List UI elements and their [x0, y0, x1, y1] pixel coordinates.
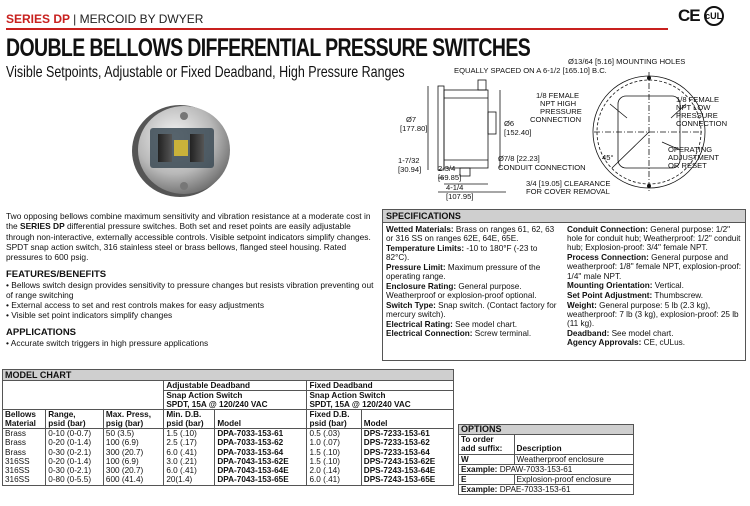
dimension-drawing	[362, 56, 750, 206]
spec-item: Wetted Materials: Brass on ranges 61, 62, 63 or 316 SS on ranges 62E, 64E, 65E.	[386, 225, 555, 244]
specs-left-column	[383, 223, 564, 350]
col-model: Model	[215, 410, 307, 429]
col-range: Range, psid (bar)	[46, 410, 104, 429]
switch-rating: SPDT, 15A @ 120/240 VAC	[166, 400, 268, 409]
spec-item: Electrical Connection: Screw terminal.	[386, 329, 532, 339]
table-row: 316SS 0-20 (0-1.4) 100 (6.9) 3.0 (.21) DPA-7043-153-62E 1.5 (.10) DPS-7243-153-62E	[3, 457, 453, 466]
ul-mark-icon	[704, 6, 724, 26]
intro-text-2: differential pressure switches. Both set and reset points are easily adjustable through non-interactive, externally accessible controls. Visible setpoint indicators simplify changes. SPDT snap action switch, 316 stainless steel or brass bellows, flanged steel housing. Rated pressures to 600 psig.	[6, 221, 371, 263]
specifications-heading: SPECIFICATIONS	[383, 210, 745, 223]
dim-7-8-label: Ø7/8 [22.23]	[498, 154, 540, 163]
option-example-row: Example: DPAW-7033-153-61	[459, 464, 633, 474]
brand-label: | MERCOID BY DWYER	[73, 12, 204, 26]
dim-6-label: Ø6 [152.40]	[504, 119, 532, 137]
table-row: 316SS 0-80 (0-5.5) 600 (41.4) 20(1.4) DPA-7043-153-65E 6.0 (.41) DPS-7243-153-65E	[3, 475, 453, 484]
intro-series-name: SERIES DP	[19, 221, 65, 232]
ul-mark-label: cUL	[705, 11, 723, 21]
options-heading: OPTIONS	[459, 425, 633, 435]
features-section	[6, 269, 378, 320]
low-pressure-connection-label: 1/8 FEMALE NPT LOW PRESSURE CONNECTION	[676, 95, 728, 128]
cover-removal-label: FOR COVER REMOVAL	[526, 187, 610, 196]
specifications-box	[382, 209, 746, 361]
angle-label: 45°	[602, 153, 614, 162]
col-max-press: Max. Press, psig (bar)	[103, 410, 163, 429]
switch-description: Snap Action Switch	[166, 391, 243, 400]
list-item: • Bellows switch design provides sensitivity to pressure changes but resists vibration preventing out of range switching	[6, 280, 378, 300]
applications-section	[6, 327, 378, 348]
option-example: DPAE-7033-153-61	[499, 485, 571, 495]
spec-item: Mounting Orientation: Vertical.	[567, 281, 684, 291]
high-pressure-connection-label: 1/8 FEMALE NPT HIGH PRESSURE CONNECTION	[530, 91, 582, 124]
model-chart-body	[3, 429, 453, 485]
spec-item: Pressure Limit: Maximum pressure of the operating range.	[386, 262, 541, 282]
spec-item: Conduit Connection: General purpose: 1/2" hole for conduit hub; Weatherproof: 1/2" conduit hub; Explosion-proof: 3/4" female NPT.	[567, 225, 741, 253]
option-example: DPAW-7033-153-61	[499, 464, 573, 474]
model-chart	[2, 369, 454, 486]
table-row: Brass 0-10 (0-0.7) 50 (3.5) 1.5 (.10) DPA-7033-153-61 0.5 (.03) DPS-7233-153-61	[3, 429, 453, 439]
option-description: Explosion-proof enclosure	[514, 475, 633, 485]
spec-item: Temperature Limits: -10 to 180°F (-23 to 82°C).	[386, 243, 538, 263]
col-bellows: Bellows Material	[3, 410, 46, 429]
option-description: Weatherproof enclosure	[514, 454, 633, 464]
header-divider	[6, 28, 668, 30]
ce-mark-icon: CE	[678, 6, 700, 25]
page-title: DOUBLE BELLOWS DIFFERENTIAL PRESSURE SWITCHES	[6, 34, 531, 62]
order-suffix-heading: To order add suffix:	[459, 435, 514, 454]
series-label: SERIES DP	[6, 12, 70, 26]
spec-item: Set Point Adjustment: Thumbscrew.	[567, 290, 704, 300]
spec-item: Enclosure Rating: General purpose. Weatherproof or explosion-proof optional.	[386, 281, 537, 300]
spec-item: Switch Type: Snap switch. (Contact factory for mercury switch).	[386, 300, 557, 319]
series-header	[6, 12, 203, 26]
spec-item: Weight: General purpose: 5 lb (2.3 kg), weatherproof: 7 lb (3 kg), explosion-proof: 25 lb (11 kg).	[567, 300, 739, 329]
spec-item: Deadband: See model chart.	[567, 328, 674, 338]
switch-description: Snap Action Switch	[309, 391, 386, 400]
dim-4-1-4-label: 4-1/4 [107.95]	[446, 183, 474, 201]
col-model-fixed: Model	[361, 410, 453, 429]
table-row: 316SS 0-30 (0-2.1) 300 (20.7) 6.0 (.41) DPA-7043-153-64E 2.0 (.14) DPS-7243-153-64E	[3, 466, 453, 475]
conduit-connection-label: CONDUIT CONNECTION	[498, 163, 586, 172]
description-heading: Description	[514, 435, 633, 454]
product-photo	[126, 96, 242, 202]
list-item: • Visible set point indicators simplify changes	[6, 310, 378, 320]
applications-heading: APPLICATIONS	[6, 327, 77, 338]
option-suffix: E	[459, 475, 514, 485]
mounting-holes-spacing-label: EQUALLY SPACED ON A 6-1/2 [165.10] B.C.	[454, 66, 607, 75]
option-row	[459, 454, 633, 464]
options-box	[458, 424, 634, 495]
clearance-label: 3/4 [19.05] CLEARANCE	[526, 179, 611, 188]
operating-adjustment-label: OPERATING ADJUSTMENT OR RESET	[668, 145, 720, 170]
adjustable-deadband-heading: Adjustable Deadband	[164, 381, 307, 391]
spec-item: Electrical Rating: See model chart.	[386, 319, 518, 329]
col-min-db: Min. D.B. psid (bar)	[164, 410, 215, 429]
fixed-deadband-heading: Fixed Deadband	[307, 381, 453, 391]
features-heading: FEATURES/BENEFITS	[6, 269, 107, 280]
certification-marks	[678, 6, 724, 26]
mounting-holes-label: Ø13/64 [5.16] MOUNTING HOLES	[568, 57, 686, 66]
table-row: Brass 0-20 (0-1.4) 100 (6.9) 2.5 (.17) DPA-7033-153-62 1.0 (.07) DPS-7233-153-62	[3, 438, 453, 447]
spec-item: Process Connection: General purpose and weatherproof: 1/8" female NPT, explosion-proof: 1/4" male NPT.	[567, 253, 742, 281]
page-subtitle: Visible Setpoints, Adjustable or Fixed Deadband, High Pressure Ranges	[6, 64, 405, 81]
spec-item: Agency Approvals: CE, cULus.	[567, 338, 685, 348]
dim-7-label: Ø7 [177.80]	[400, 115, 428, 133]
intro-text-1: Two opposing bellows combine maximum sensitivity and vibration resistance at a moderate cost in the	[6, 211, 371, 232]
table-row: Brass 0-30 (0-2.1) 300 (20.7) 6.0 (.41) DPA-7033-153-64 1.5 (.10) DPS-7233-153-64	[3, 448, 453, 457]
intro-paragraph	[6, 211, 374, 262]
model-chart-heading: MODEL CHART	[3, 370, 453, 381]
option-suffix: W	[459, 454, 514, 464]
option-example-row: Example: DPAE-7033-153-61	[461, 485, 571, 495]
option-row	[459, 475, 633, 485]
list-item: • Accurate switch triggers in high pressure applications	[6, 338, 378, 348]
list-item: • External access to set and rest controls makes for easy adjustments	[6, 300, 378, 310]
specs-right-column	[564, 223, 745, 350]
dim-2-3-4-label: 2-3/4 [69.85]	[438, 164, 462, 182]
dim-1-7-32-label: 1-7/32 [30.94]	[398, 156, 422, 174]
switch-rating: SPDT, 15A @ 120/240 VAC	[309, 400, 411, 409]
col-fixed-db: Fixed D.B. psid (bar)	[307, 410, 361, 429]
